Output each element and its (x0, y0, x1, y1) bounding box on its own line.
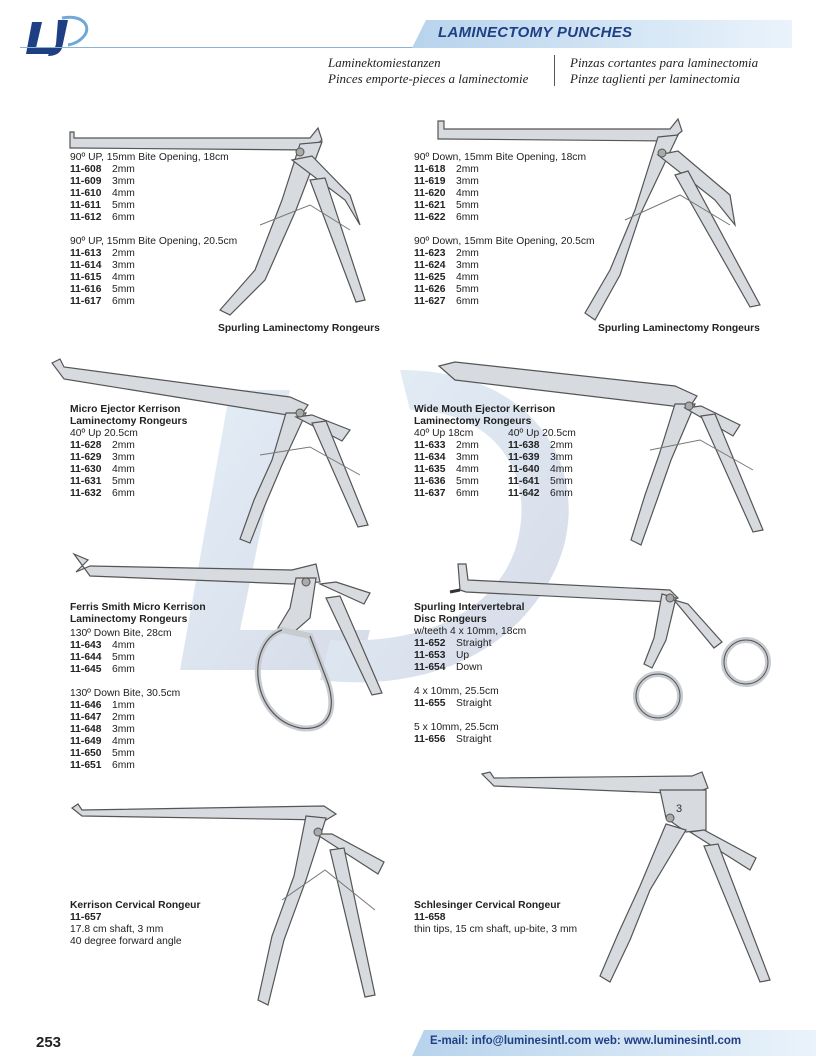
translation-divider (554, 55, 555, 86)
list-item: 11-619 3mm (414, 176, 479, 187)
list-item: 11-624 3mm (414, 260, 479, 271)
list-item: 11-621 5mm (414, 200, 479, 211)
list-item: 11-644 5mm (70, 652, 135, 663)
list-item: 11-618 2mm (414, 164, 479, 175)
list-item: 11-646 1mm (70, 700, 135, 711)
product-title: Laminectomy Rongeurs (414, 416, 532, 427)
list-item: 11-637 6mm (414, 488, 479, 499)
group-title: 40º Up 18cm (414, 428, 474, 439)
list-item: 11-609 3mm (70, 176, 135, 187)
list-item: 11-653 Up (414, 650, 470, 661)
group-title: w/teeth 4 x 10mm, 18cm (414, 626, 527, 637)
page-number: 253 (36, 1034, 62, 1051)
spec-column (414, 428, 508, 500)
list-item: 11-625 4mm (414, 272, 479, 283)
list-item: 11-623 2mm (414, 248, 479, 259)
micro-ejector-specs (70, 404, 187, 500)
list-item: 11-651 6mm (70, 760, 135, 771)
schlesinger-specs (414, 900, 577, 936)
list-item: 11-633 2mm (414, 440, 479, 451)
list-item: 11-645 6mm (70, 664, 135, 675)
list-item: 11-627 6mm (414, 296, 479, 307)
product-title: Laminectomy Rongeurs (70, 614, 188, 625)
wide-mouth-specs (414, 404, 608, 500)
group-title: 130º Down Bite, 28cm (70, 628, 172, 639)
list-item: 11-639 3mm (508, 452, 573, 463)
group-title: 90º Down, 15mm Bite Opening, 20.5cm (414, 236, 595, 247)
schlesinger-cervical-rongeur-image (480, 770, 780, 990)
group-title: 5 x 10mm, 25.5cm (414, 722, 499, 733)
title-french: Pinces emporte-pieces a laminectomie (328, 71, 529, 86)
product-code: 11-658 (414, 912, 446, 923)
spurling-90-down-caption: Spurling Laminectomy Rongeurs (598, 323, 760, 334)
group-title: 90º Down, 15mm Bite Opening, 18cm (414, 152, 587, 163)
list-item: 11-628 2mm (70, 440, 135, 451)
list-item: 11-648 3mm (70, 724, 135, 735)
list-item: 11-631 5mm (70, 476, 135, 487)
list-item: 11-626 5mm (414, 284, 479, 295)
group-title: 90º UP, 15mm Bite Opening, 18cm (70, 152, 229, 163)
list-item: 11-629 3mm (70, 452, 135, 463)
page-title: LAMINECTOMY PUNCHES (438, 24, 633, 41)
group-title: 90º UP, 15mm Bite Opening, 20.5cm (70, 236, 238, 247)
header-rule (20, 47, 420, 48)
list-item: 11-615 4mm (70, 272, 135, 283)
list-item: 11-630 4mm (70, 464, 135, 475)
list-item: 11-643 4mm (70, 640, 135, 651)
list-item: 11-611 5mm (70, 200, 135, 211)
title-italian: Pinze taglienti per laminectomia (570, 71, 741, 86)
group-title: 40º Up 20.5cm (508, 428, 576, 439)
spurling-90-up-specs (70, 152, 237, 308)
product-title: Spurling Intervertebral (414, 602, 525, 613)
spurling-90-up-caption: Spurling Laminectomy Rongeurs (218, 323, 380, 334)
list-item: 11-642 6mm (508, 488, 573, 499)
spurling-90-down-specs (414, 152, 595, 308)
list-item: 11-634 3mm (414, 452, 479, 463)
list-item: 11-649 4mm (70, 736, 135, 747)
list-item: 11-638 2mm (508, 440, 573, 451)
list-item: 11-610 4mm (70, 188, 135, 199)
list-item: 11-655 Straight (414, 698, 492, 709)
list-item: 11-617 6mm (70, 296, 135, 307)
product-title: Ferris Smith Micro Kerrison (70, 602, 206, 613)
product-title: Micro Ejector Kerrison (70, 404, 181, 415)
list-item: 11-656 Straight (414, 734, 492, 745)
list-item: 11-652 Straight (414, 638, 492, 649)
list-item: 11-622 6mm (414, 212, 479, 223)
product-code: 11-657 (70, 912, 102, 923)
list-item: 11-650 5mm (70, 748, 135, 759)
list-item: 11-613 2mm (70, 248, 135, 259)
product-title: Disc Rongeurs (414, 614, 487, 625)
spec-line: thin tips, 15 cm shaft, up-bite, 3 mm (414, 924, 578, 935)
list-item: 11-636 5mm (414, 476, 479, 487)
instrument-engraved-mark: 3 (676, 803, 683, 815)
kerrison-cervical-specs (70, 900, 200, 948)
product-title: Wide Mouth Ejector Kerrison (414, 404, 556, 415)
spec-line: 17.8 cm shaft, 3 mm (70, 924, 164, 935)
footer-contact: E-mail: info@luminesintl.com web: www.luminesintl.com (430, 1035, 742, 1047)
list-item: 11-640 4mm (508, 464, 573, 475)
list-item: 11-632 6mm (70, 488, 135, 499)
product-title: Schlesinger Cervical Rongeur (414, 900, 561, 911)
spec-line: 40 degree forward angle (70, 936, 182, 947)
list-item: 11-614 3mm (70, 260, 135, 271)
list-item: 11-620 4mm (414, 188, 479, 199)
title-german: Laminektomiestanzen (328, 55, 441, 70)
list-item: 11-608 2mm (70, 164, 135, 175)
ferris-smith-specs (70, 602, 206, 772)
title-spanish: Pinzas cortantes para laminectomia (570, 55, 759, 70)
group-title: 4 x 10mm, 25.5cm (414, 686, 499, 697)
product-title: Laminectomy Rongeurs (70, 416, 188, 427)
list-item: 11-641 5mm (508, 476, 573, 487)
group-title: 40º Up 20.5cm (70, 428, 138, 439)
group-title: 130º Down Bite, 30.5cm (70, 688, 181, 699)
spurling-disc-specs (414, 602, 526, 746)
brand-logo (22, 14, 92, 58)
list-item: 11-635 4mm (414, 464, 479, 475)
list-item: 11-616 5mm (70, 284, 135, 295)
spec-column (508, 428, 608, 500)
list-item: 11-612 6mm (70, 212, 135, 223)
list-item: 11-647 2mm (70, 712, 135, 723)
product-title: Kerrison Cervical Rongeur (70, 900, 201, 911)
list-item: 11-654 Down (414, 662, 483, 673)
